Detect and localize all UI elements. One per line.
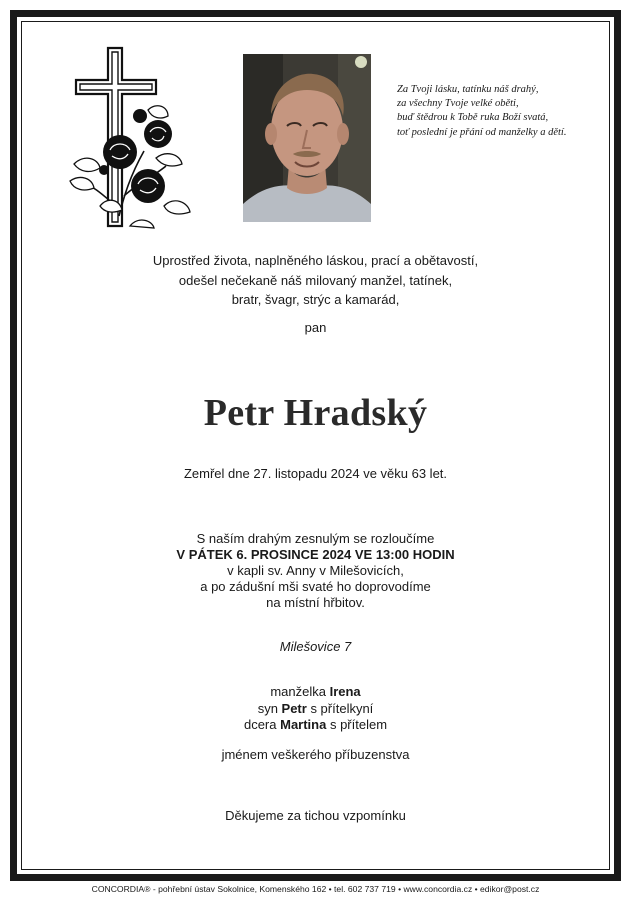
poem-line: buď štědrou k Tobě ruka Boží svatá, [397, 112, 549, 124]
intro-line: Uprostřed života, naplněného láskou, prací a obětavostí, [152, 253, 479, 268]
family-list [21, 684, 610, 734]
deceased-name: Petr Hradský [203, 392, 428, 434]
footer-text: CONCORDIA® - pohřební ústav Sokolnice, Komenského 162 • tel. 602 737 719 • www.concordia.cz • edikor@post.cz [91, 884, 540, 894]
thanks-text: Děkujeme za tichou vzpomínku [225, 808, 406, 823]
family-member: syn Petr s přítelkyní [257, 700, 374, 716]
funeral-datetime: V PÁTEK 6. PROSINCE 2024 VE 13:00 HODIN [176, 547, 455, 562]
funeral-line: a po zádušní mši svaté ho doprovodíme [200, 579, 431, 594]
death-date: Zemřel dne 27. listopadu 2024 ve věku 63 let. [183, 466, 448, 481]
title-pan: pan [304, 320, 327, 335]
funeral-line: S naším drahým zesnulým se rozloučíme [196, 531, 435, 546]
cross-roses-icon [64, 46, 194, 232]
poem-line: za všechny Tvoje velké oběti, [397, 98, 519, 110]
on-behalf-text: jménem veškerého příbuzenstva [221, 747, 410, 762]
intro-line: bratr, švagr, strýc a kamarád, [231, 292, 400, 307]
intro-line: odešel nečekaně náš milovaný manžel, tatínek, [178, 272, 453, 288]
portrait-photo [243, 54, 371, 222]
address: Milešovice 7 [279, 639, 352, 654]
family-member: manželka Irena [270, 684, 361, 699]
poem [397, 83, 612, 140]
poem-line: toť poslední je přání od manželky a dětí. [397, 126, 567, 138]
intro-text [21, 251, 610, 310]
poem-line: Za Tvoji lásku, tatínku náš drahý, [397, 84, 539, 95]
family-member: dcera Martina s přítelem [243, 717, 388, 732]
funeral-line: v kapli sv. Anny v Milešovicích, [227, 563, 404, 578]
funeral-info [21, 531, 610, 611]
funeral-line: na místní hřbitov. [266, 595, 365, 610]
